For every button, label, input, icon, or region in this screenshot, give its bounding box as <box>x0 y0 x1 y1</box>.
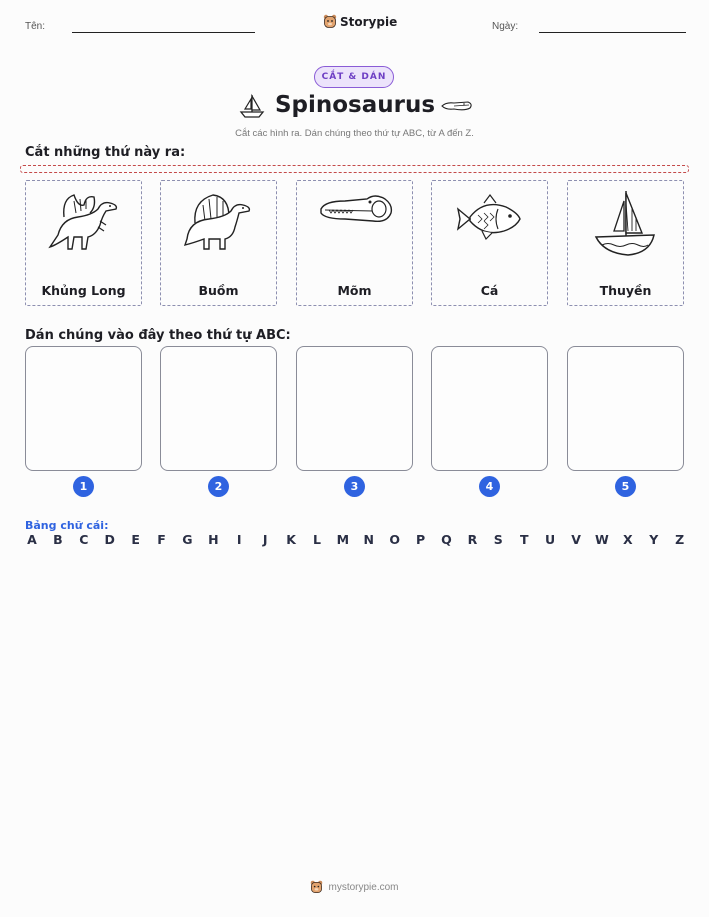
alphabet-letter: B <box>53 532 63 547</box>
crocodile-snout-icon <box>315 187 395 259</box>
alphabet-letter: J <box>262 532 268 547</box>
bear-logo-icon <box>323 14 337 29</box>
sailboat-icon <box>586 187 666 259</box>
alphabet-letter: D <box>104 532 115 547</box>
card-label: Thuyền <box>599 283 652 298</box>
alphabet-letter: H <box>208 532 219 547</box>
cutout-card-1[interactable] <box>25 180 142 306</box>
sail-dinosaur-icon <box>179 187 259 259</box>
paste-heading: Dán chúng vào đây theo thứ tự ABC: <box>25 328 291 343</box>
alphabet-letter: T <box>519 532 529 547</box>
alphabet-letter: V <box>571 532 581 547</box>
page-title: Spinosaurus <box>274 92 436 118</box>
alphabet-letter: I <box>236 532 242 547</box>
paste-box-5[interactable] <box>567 346 684 471</box>
alphabet-letter: G <box>182 532 193 547</box>
cutout-card-5[interactable] <box>567 180 684 306</box>
cutout-card-3[interactable] <box>296 180 413 306</box>
alphabet-letter: X <box>623 532 633 547</box>
alphabet-letter: R <box>467 532 478 547</box>
alphabet-letter: Q <box>441 532 452 547</box>
paste-box-3[interactable] <box>296 346 413 471</box>
order-number-2: 2 <box>208 476 229 497</box>
card-label: Mõm <box>337 283 372 298</box>
alphabet-letter: F <box>157 532 166 547</box>
order-number-1: 1 <box>73 476 94 497</box>
activity-badge: CẮT & DÁN <box>314 66 394 88</box>
name-line[interactable] <box>72 32 255 33</box>
cutout-card-2[interactable] <box>160 180 277 306</box>
alphabet-letter: Z <box>675 532 685 547</box>
paste-box-1[interactable] <box>25 346 142 471</box>
date-line[interactable] <box>539 32 686 33</box>
card-label: Khủng Long <box>41 283 126 298</box>
footer-url[interactable]: mystorypie.com <box>328 881 399 893</box>
date-label: Ngày: <box>492 21 519 32</box>
paste-box-4[interactable] <box>431 346 548 471</box>
alphabet-letter: S <box>493 532 503 547</box>
card-label: Buồm <box>198 283 239 298</box>
dinosaur-icon <box>44 187 124 259</box>
cut-line <box>20 165 689 173</box>
footer <box>0 880 709 894</box>
paste-box-2[interactable] <box>160 346 277 471</box>
cutout-card-4[interactable] <box>431 180 548 306</box>
alphabet-letter: K <box>286 532 296 547</box>
alphabet-letter: C <box>79 532 89 547</box>
order-number-5: 5 <box>615 476 636 497</box>
alphabet-heading: Bảng chữ cái: <box>25 519 109 532</box>
alphabet-row <box>25 532 687 547</box>
card-label: Cá <box>480 283 499 298</box>
alphabet-letter: A <box>27 532 37 547</box>
fish-icon <box>450 187 530 259</box>
name-label: Tên: <box>25 21 46 32</box>
alphabet-letter: Y <box>649 532 659 547</box>
alphabet-letter: L <box>312 532 321 547</box>
alphabet-letter: N <box>363 532 375 547</box>
crocodile-decoration-icon <box>440 99 474 113</box>
alphabet-letter: P <box>416 532 426 547</box>
alphabet-letter: U <box>545 532 556 547</box>
order-number-3: 3 <box>344 476 365 497</box>
bear-logo-icon <box>310 880 323 894</box>
alphabet-letter: O <box>389 532 400 547</box>
cut-heading: Cắt những thứ này ra: <box>25 145 186 160</box>
brand-name: Storypie <box>340 14 398 29</box>
brand-logo <box>323 14 397 29</box>
order-number-4: 4 <box>479 476 500 497</box>
alphabet-letter: W <box>595 532 609 547</box>
alphabet-letter: M <box>336 532 350 547</box>
instructions: Cắt các hình ra. Dán chúng theo thứ tự ABC, từ A đến Z. <box>235 128 474 139</box>
alphabet-letter: E <box>131 532 140 547</box>
